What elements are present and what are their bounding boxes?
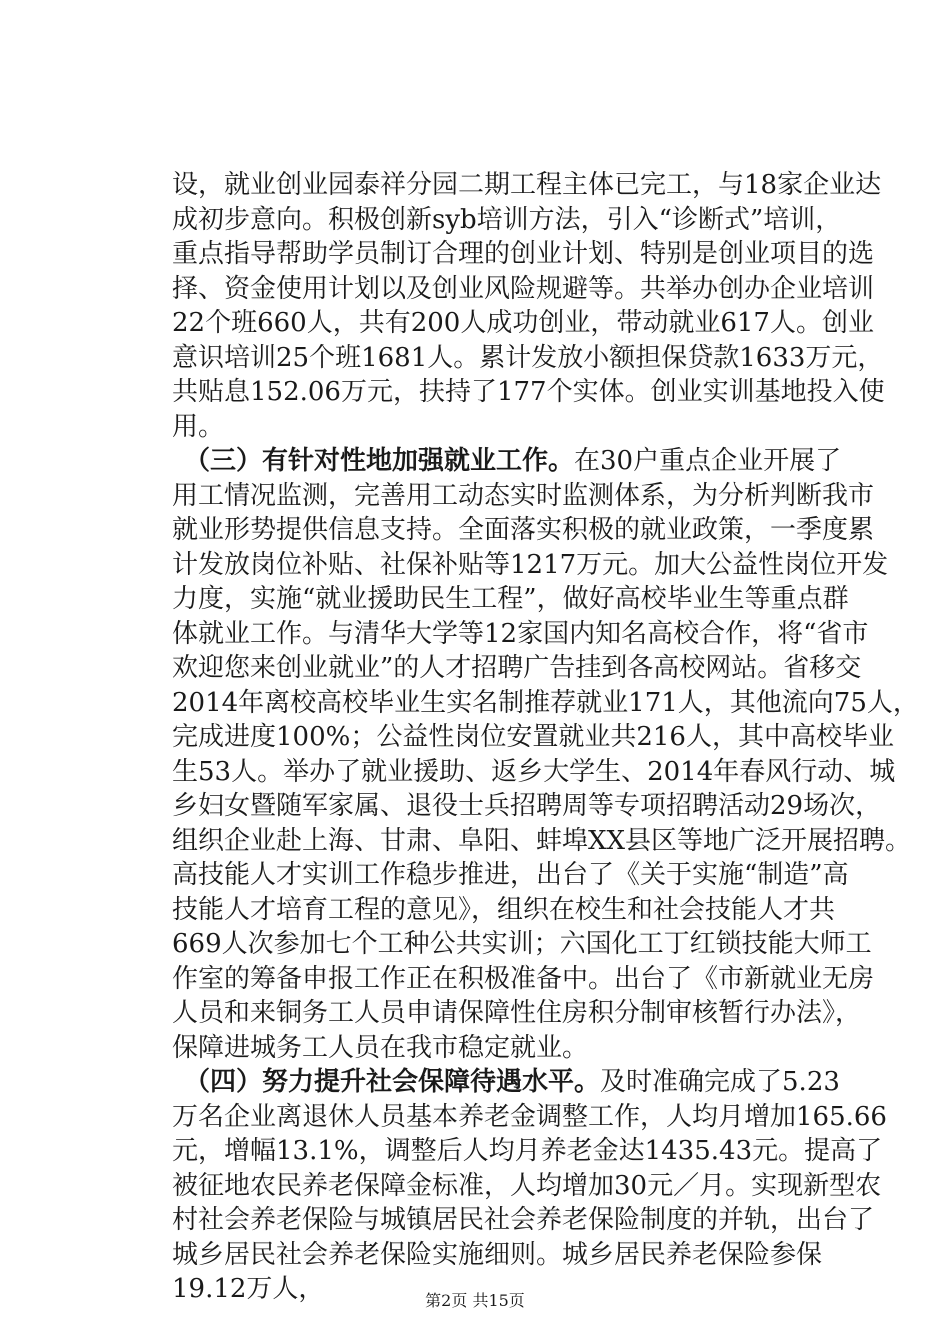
paragraph-line: 力度，实施“就业援助民生工程”，做好高校毕业生等重点群 — [172, 584, 849, 614]
paragraph-line: 村社会养老保险与城镇居民社会养老保险制度的并轨，出台了 — [172, 1205, 875, 1235]
paragraph-line: 用工情况监测，完善用工动态实时监测体系，为分析判断我市 — [172, 480, 875, 511]
paragraph-line: 作室的筹备申报工作正在积极准备中。出台了《市新就业无房 — [172, 963, 875, 994]
paragraph-line: 体就业工作。与清华大学等12家国内知名高校合作，将“省市 — [172, 618, 869, 649]
paragraph-line: 重点指导帮助学员制订合理的创业计划、特别是创业项目的选 — [172, 239, 875, 269]
paragraph-line: 择、资金使用计划以及创业风险规避等。共举办创办企业培训 — [172, 273, 875, 304]
section-3-first-line — [172, 444, 844, 479]
paragraph-line: 技能人才培育工程的意见》，组织在校生和社会技能人才共 — [172, 894, 836, 925]
paragraph-line: 被征地农民养老保障金标准，人均增加30元／月。实现新型农 — [172, 1170, 882, 1201]
paragraph-line: 共贴息152.06万元，扶持了177个实体。创业实训基地投入使 — [172, 377, 885, 407]
section-3-first-line-text: 在30户重点企业开展了 — [574, 446, 842, 476]
paragraph-line: 乡妇女暨随军家属、退役士兵招聘周等专项招聘活动29场次， — [172, 791, 882, 821]
page-number-text: 第2页 共15页 — [425, 1291, 525, 1310]
paragraph-line: 城乡居民社会养老保险实施细则。城乡居民养老保险参保 — [172, 1239, 823, 1270]
paragraph-line: 19.12万人， — [172, 1274, 325, 1304]
paragraph-line: 计发放岗位补贴、社保补贴等1217万元。加大公益性岗位开发 — [172, 549, 889, 580]
paragraph-line: 22个班660人，共有200人成功创业，带动就业617人。创业 — [172, 308, 874, 338]
paragraph-line: 高技能人才实训工作稳步推进，出台了《关于实施“制造”高 — [172, 860, 849, 890]
paragraph-line: 欢迎您来创业就业”的人才招聘广告挂到各高校网站。省移交 — [172, 653, 862, 683]
paragraph-line: 成初步意向。积极创新syb培训方法，引入“诊断式”培训， — [172, 204, 842, 235]
paragraph-line: 设，就业创业园泰祥分园二期工程主体已完工，与18家企业达 — [172, 170, 882, 200]
paragraph-line: 组织企业赴上海、甘肃、阜阳、蚌埠XX县区等地广泛开展招聘。 — [172, 825, 912, 856]
paragraph-line: 用。 — [172, 411, 225, 442]
section-4-first-line-text: 及时准确完成了5.23 — [600, 1067, 840, 1097]
section-4-heading: （四）努力提升社会保障待遇水平。 — [184, 1067, 601, 1097]
section-3-heading: （三）有针对性地加强就业工作。 — [184, 446, 575, 476]
paragraph-line: 669人次参加七个工种公共实训；六国化工丁红锁技能大师工 — [172, 929, 872, 959]
paragraph-line: 生53人。举办了就业援助、返乡大学生、2014年春风行动、城 — [172, 756, 896, 787]
paragraph-line: 万名企业离退休人员基本养老金调整工作，人均月增加165.66 — [172, 1101, 887, 1132]
section-4-first-line — [172, 1065, 844, 1100]
paragraph-line: 完成进度100%；公益性岗位安置就业共216人，其中高校毕业 — [172, 722, 894, 752]
paragraph-line: 保障进城务工人员在我市稳定就业。 — [172, 1032, 589, 1063]
paragraph-line: 元，增幅13.1%，调整后人均月养老金达1435.43元。提高了 — [172, 1136, 883, 1166]
paragraph-line: 2014年离校高校毕业生实名制推荐就业171人，其他流向75人， — [172, 687, 919, 718]
paragraph-line: 人员和来铜务工人员申请保障性住房积分制审核暂行办法》， — [172, 998, 862, 1028]
paragraph-line: 就业形势提供信息支持。全面落实积极的就业政策，一季度累 — [172, 515, 875, 545]
page-footer — [0, 1290, 950, 1312]
paragraph-line: 意识培训25个班1681人。累计发放小额担保贷款1633万元， — [172, 342, 884, 373]
body-text — [172, 168, 919, 1307]
